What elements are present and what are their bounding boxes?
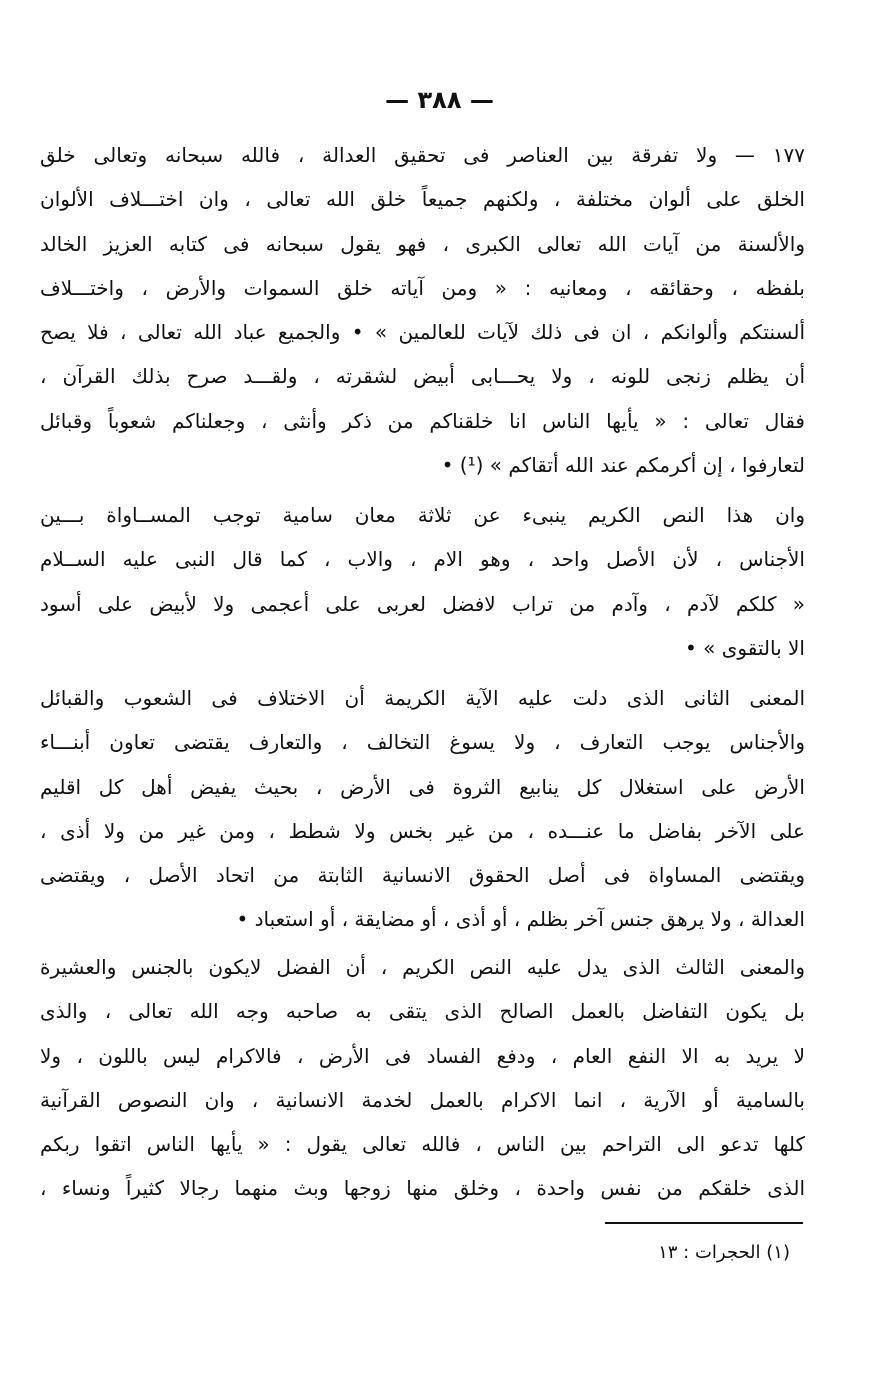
page-number: — ٣٨٨ — [385,86,494,114]
text-line: كلها تدعو الى التراحم بين الناس ، فالله تعالى يقول : « يأيها الناس اتقوا ربكم [40,1132,805,1157]
text-line: فقال تعالى : « يأيها الناس انا خلقناكم من ذكر وأنثى ، وجعلناكم شعوباً وقبائل [40,408,805,433]
text-line: والمعنى الثالث الذى يدل عليه النص الكريم ، أن الفضل لايكون بالجنس والعشيرة [40,955,805,979]
text-line: الخلق على ألوان مختلفة ، ولكنهم جميعاً خلق الله تعالى ، وان اختـــلاف الألوان [40,187,805,212]
footnote: (١) الحجرات : ١٣ [658,1242,790,1263]
text-line: بالسامية أو الآرية ، انما الاكرام بالعمل لخدمة الانسانية ، وان النصوص القرآنية [40,1087,805,1112]
text-line: أن يظلم زنجى للونه ، ولا يحـــابى أبيض لشقرته ، ولقـــد صرح بذلك القرآن ، [40,364,805,389]
text-line: وان هذا النص الكريم ينبىء عن ثلاثة معان سامية توجب المســاواة بـــين [40,503,805,527]
text-line: بلفظه ، وحقائقه ، ومعانيه : « ومن آياته خلق السموات والأرض ، واختـــلاف [40,275,805,300]
text-line: والألسنة من آيات الله تعالى الكبرى ، فهو يقول سبحانه فى كتابه العزيز الخالد [40,231,805,256]
text-line: على الآخر بفاضل ما عنـــده ، من غير بخس ولا شطط ، ومن غير من ولا أذى ، [40,818,805,843]
paragraph-3 [40,676,805,942]
text-line: « كلكم لآدم ، وآدم من تراب لافضل لعربى على أعجمى ولا لأبيض على أسود [40,591,805,616]
text-line: ١٧٧ — ولا تفرقة بين العناصر فى تحقيق العدالة ، فالله سبحانه وتعالى خلق [40,143,805,167]
text-line: بل يكون التفاضل بالعمل الصالح الذى يتقى به صاحبه وجه الله تعالى ، والذى [40,999,805,1024]
text-line: الا بالتقوى » • [685,635,805,660]
text-line: لتعارفوا ، إن أكرمكم عند الله أتقاكم » (¹) • [441,453,805,478]
paragraph-4 [40,945,805,1211]
text-line: ألسنتكم وألوانكم ، ان فى ذلك لآيات للعالمين » • والجميع عباد الله تعالى ، فلا يصح [40,320,805,345]
text-line: المعنى الثانى الذى دلت عليه الآية الكريمة أن الاختلاف فى الشعوب والقبائل [40,686,805,710]
text-line: لا يريد به الا النفع العام ، ودفع الفساد فى الأرض ، فالاكرام ليس باللون ، ولا [40,1043,805,1068]
text-line: الأجناس ، لأن الأصل واحد ، وهو الام ، والاب ، كما قال النبى عليه الســلام [40,547,805,572]
paragraph-1 [40,133,805,487]
text-line: العدالة ، ولا يرهق جنس آخر بظلم ، أو أذى ، أو مضايقة ، أو استعباد • [236,907,805,932]
text-line: الذى خلقكم من نفس واحدة ، وخلق منها زوجها وبث منهما رجالا كثيراً ونساء ، [40,1176,805,1201]
text-line: الأرض على استغلال كل ينابيع الثروة فى الأرض ، بحيث يفيض أهل كل اقليم [40,774,805,799]
footnote-divider [605,1222,803,1224]
text-line: والأجناس يوجب التعارف ، ولا يسوغ التخالف ، والتعارف يقتضى تعاون أبنـــاء [40,730,805,755]
text-line: ويقتضى المساواة فى أصل الحقوق الانسانية الثابتة من اتحاد الأصل ، ويقتضى [40,863,805,888]
paragraph-2 [40,493,805,670]
